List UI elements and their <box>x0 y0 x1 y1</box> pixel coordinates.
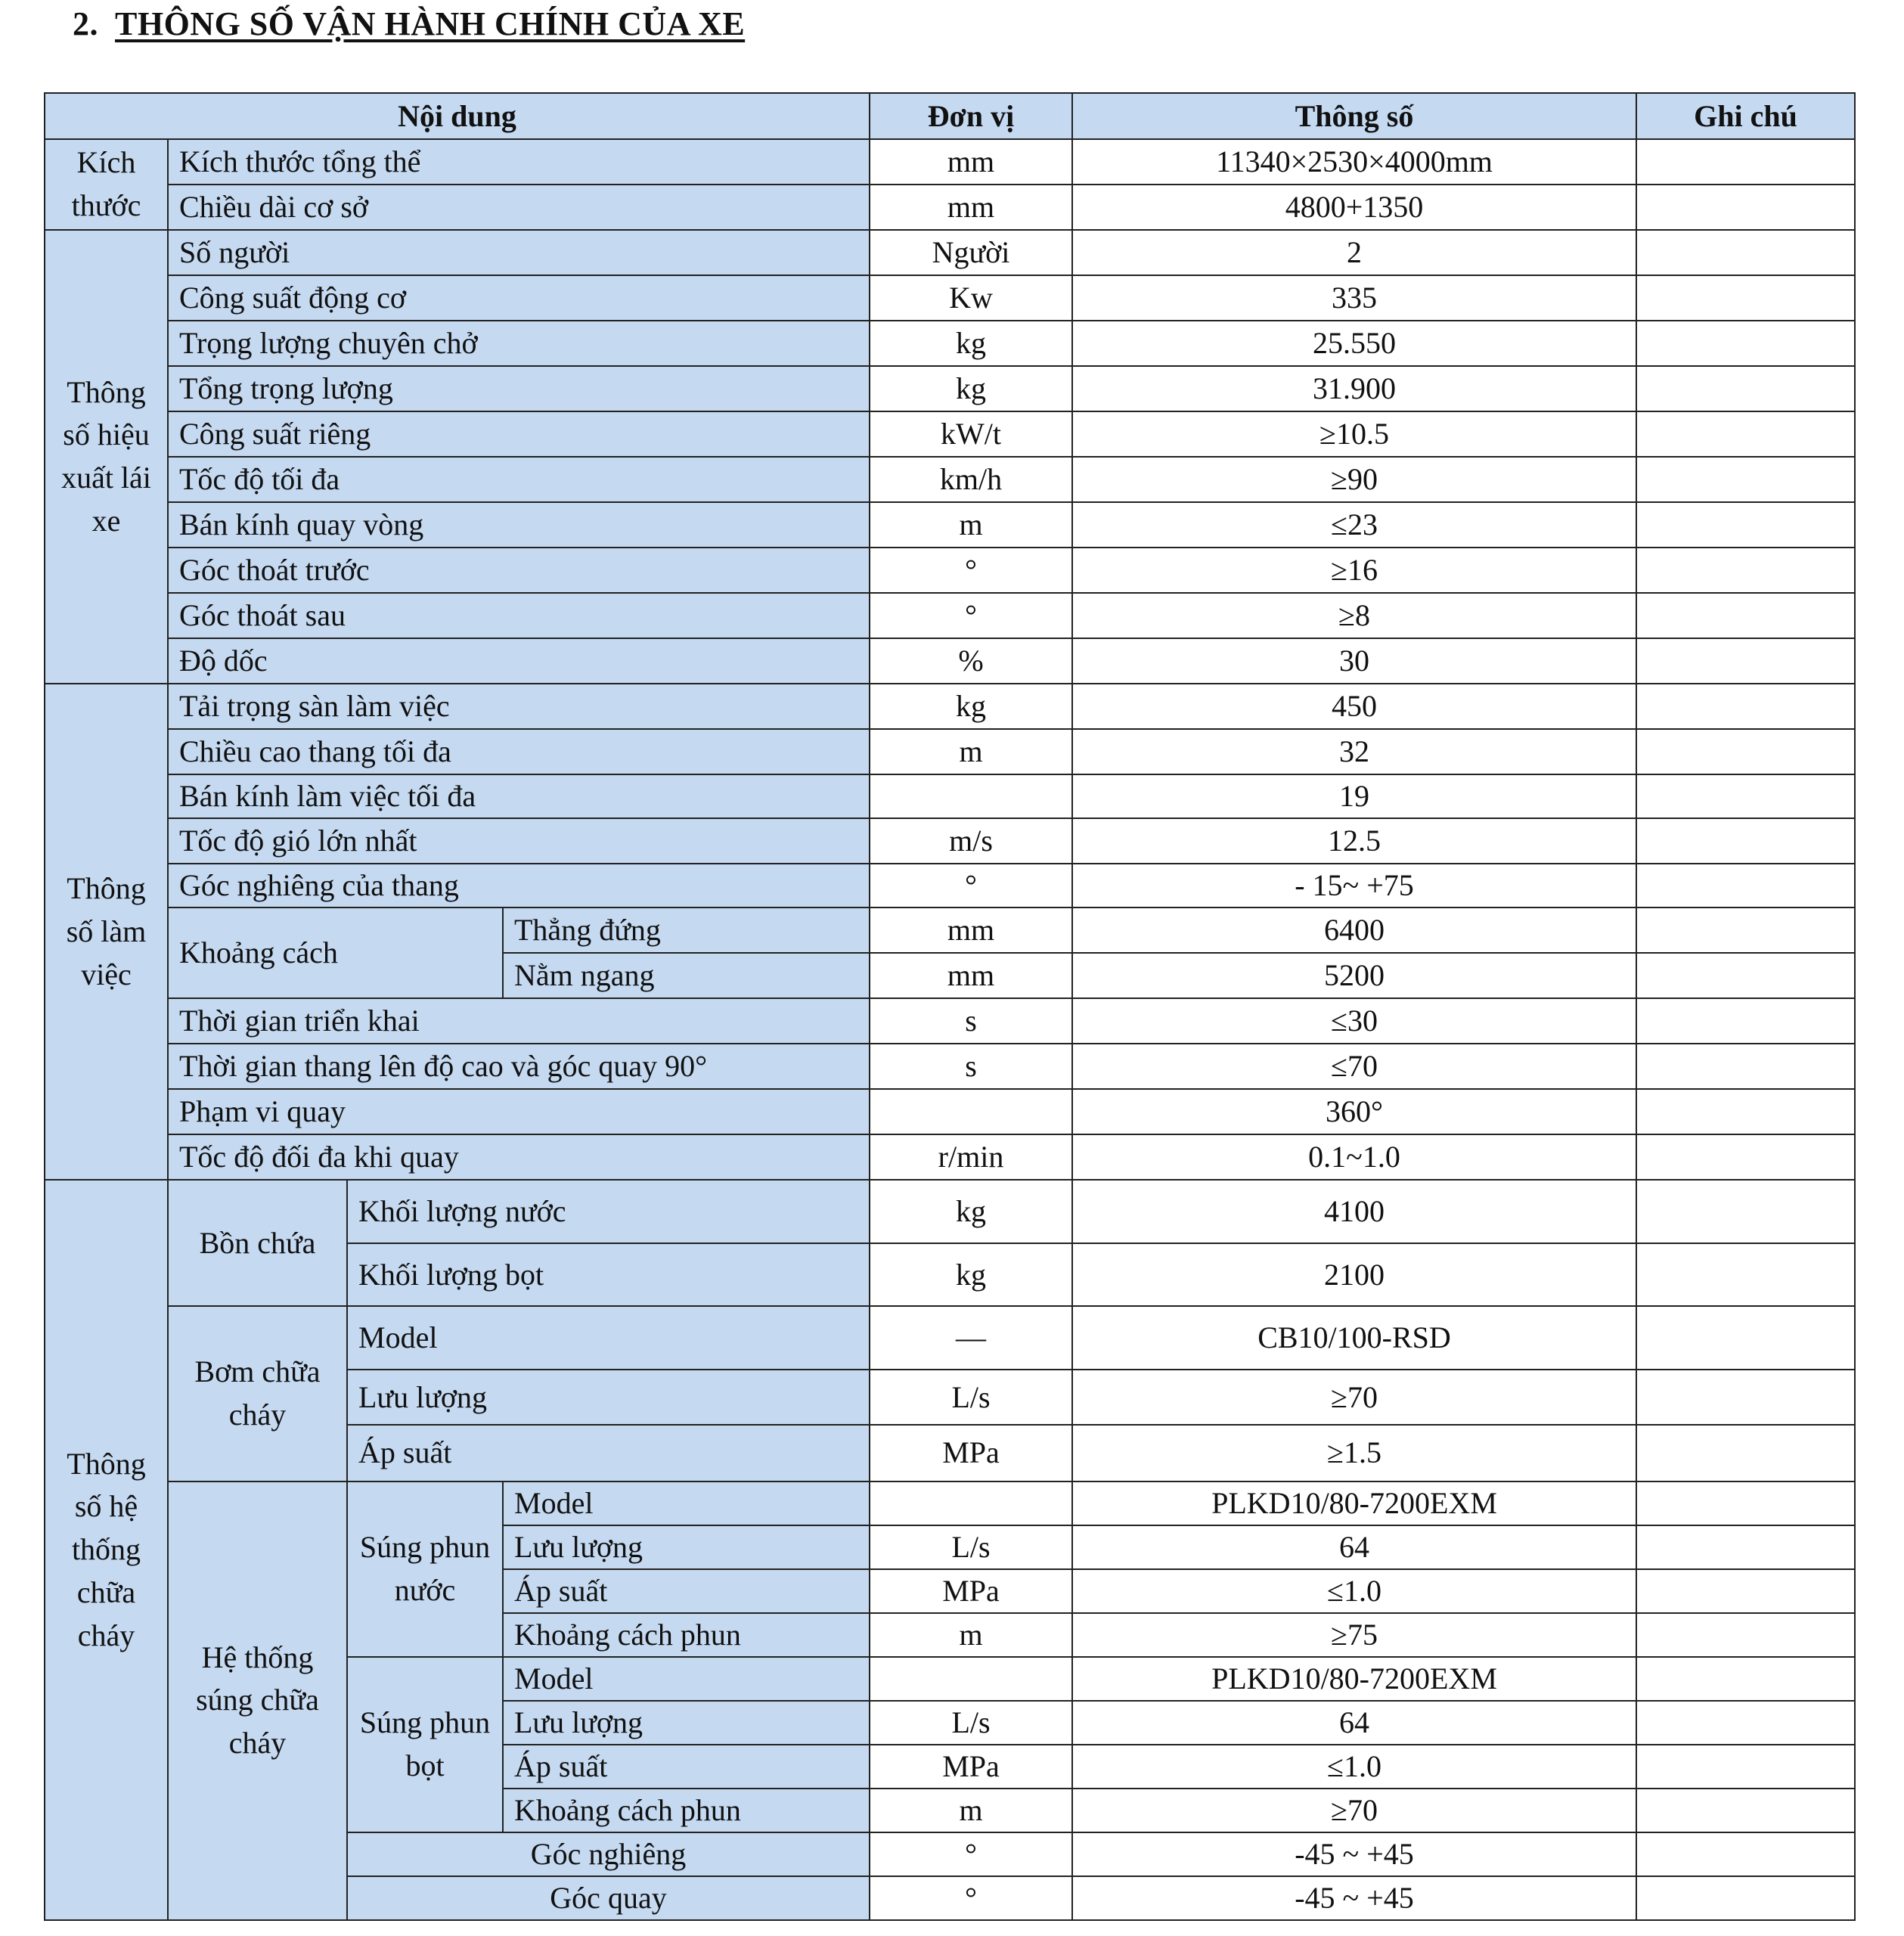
row-label: Tốc độ gió lớn nhất <box>168 818 870 864</box>
table-row <box>45 457 1855 502</box>
row-value: ≤1.0 <box>1072 1569 1636 1613</box>
row-label: Góc thoát sau <box>168 593 870 638</box>
row-label: Bán kính làm việc tối đa <box>168 774 870 818</box>
row-unit: m <box>870 729 1072 774</box>
group-size: Kích thước <box>45 139 168 230</box>
table-row <box>45 638 1855 684</box>
row-note <box>1636 998 1855 1044</box>
row-label: Lưu lượng <box>503 1525 870 1569</box>
row-label: Thời gian triển khai <box>168 998 870 1044</box>
row-label: Bán kính quay vòng <box>168 502 870 548</box>
row-note <box>1636 774 1855 818</box>
row-value: 32 <box>1072 729 1636 774</box>
water-gun-label: Súng phun nước <box>347 1481 503 1657</box>
row-value: 450 <box>1072 684 1636 729</box>
table-row <box>45 548 1855 593</box>
row-label: Model <box>503 1481 870 1525</box>
row-note <box>1636 1306 1855 1370</box>
row-note <box>1636 321 1855 366</box>
row-value: ≥75 <box>1072 1613 1636 1657</box>
row-value: -45 ~ +45 <box>1072 1832 1636 1876</box>
row-note <box>1636 1243 1855 1306</box>
row-unit: Kw <box>870 275 1072 321</box>
row-value: ≥10.5 <box>1072 411 1636 457</box>
table-row <box>45 998 1855 1044</box>
header-content: Nội dung <box>45 93 870 139</box>
foam-gun-label: Súng phun bọt <box>347 1657 503 1832</box>
row-note <box>1636 366 1855 411</box>
row-label: Nằm ngang <box>503 953 870 998</box>
table-row <box>45 139 1855 185</box>
row-value: 6400 <box>1072 908 1636 953</box>
row-unit: MPa <box>870 1745 1072 1789</box>
row-value: 2100 <box>1072 1243 1636 1306</box>
distance-label: Khoảng cách <box>168 908 503 998</box>
row-label: Áp suất <box>503 1569 870 1613</box>
row-label: Số người <box>168 230 870 275</box>
row-note <box>1636 684 1855 729</box>
row-value: - 15~ +75 <box>1072 864 1636 908</box>
row-note <box>1636 1134 1855 1180</box>
row-unit: L/s <box>870 1370 1072 1425</box>
row-note <box>1636 275 1855 321</box>
row-value: ≥1.5 <box>1072 1425 1636 1481</box>
section-number: 2. <box>73 5 98 42</box>
row-unit: s <box>870 1044 1072 1089</box>
row-label: Công suất động cơ <box>168 275 870 321</box>
row-unit: L/s <box>870 1701 1072 1745</box>
table-row <box>45 1180 1855 1243</box>
row-note <box>1636 1569 1855 1613</box>
row-note <box>1636 1180 1855 1243</box>
row-note <box>1636 185 1855 230</box>
row-value: 11340×2530×4000mm <box>1072 139 1636 185</box>
table-row <box>45 864 1855 908</box>
header-value: Thông số <box>1072 93 1636 139</box>
row-unit: s <box>870 998 1072 1044</box>
row-unit: kg <box>870 684 1072 729</box>
row-unit <box>870 1481 1072 1525</box>
row-note <box>1636 593 1855 638</box>
row-label: Trọng lượng chuyên chở <box>168 321 870 366</box>
row-note <box>1636 139 1855 185</box>
row-note <box>1636 864 1855 908</box>
row-unit: MPa <box>870 1569 1072 1613</box>
row-note <box>1636 411 1855 457</box>
row-value: 4800+1350 <box>1072 185 1636 230</box>
row-note <box>1636 1089 1855 1134</box>
table-row <box>45 593 1855 638</box>
row-unit <box>870 774 1072 818</box>
row-label: Khối lượng nước <box>347 1180 870 1243</box>
header-note: Ghi chú <box>1636 93 1855 139</box>
row-label: Thời gian thang lên độ cao và góc quay 90° <box>168 1044 870 1089</box>
group-fire: Thông số hệ thống chữa cháy <box>45 1180 168 1920</box>
table-row <box>45 1044 1855 1089</box>
row-note <box>1636 502 1855 548</box>
table-row <box>45 729 1855 774</box>
pump-label: Bơm chữa cháy <box>168 1306 347 1481</box>
table-row <box>45 502 1855 548</box>
row-note <box>1636 1745 1855 1789</box>
row-value: ≥70 <box>1072 1370 1636 1425</box>
row-unit: % <box>870 638 1072 684</box>
row-note <box>1636 230 1855 275</box>
row-value: 0.1~1.0 <box>1072 1134 1636 1180</box>
row-label: Góc nghiêng <box>347 1832 870 1876</box>
row-unit: km/h <box>870 457 1072 502</box>
table-row <box>45 230 1855 275</box>
row-unit: mm <box>870 185 1072 230</box>
row-note <box>1636 1789 1855 1832</box>
row-label: Chiều dài cơ sở <box>168 185 870 230</box>
row-value: 31.900 <box>1072 366 1636 411</box>
row-label: Áp suất <box>347 1425 870 1481</box>
table-row <box>45 684 1855 729</box>
row-unit: kg <box>870 1180 1072 1243</box>
row-value: ≤70 <box>1072 1044 1636 1089</box>
row-label: Góc nghiêng của thang <box>168 864 870 908</box>
row-unit: mm <box>870 953 1072 998</box>
row-unit: m/s <box>870 818 1072 864</box>
spec-table <box>44 92 1856 1921</box>
row-unit: ° <box>870 548 1072 593</box>
guns-label: Hệ thống súng chữa cháy <box>168 1481 347 1921</box>
row-unit: kW/t <box>870 411 1072 457</box>
row-value: 19 <box>1072 774 1636 818</box>
group-drive: Thông số hiệu xuất lái xe <box>45 230 168 684</box>
table-row <box>45 1089 1855 1134</box>
row-value: PLKD10/80-7200EXM <box>1072 1481 1636 1525</box>
row-note <box>1636 457 1855 502</box>
section-heading <box>73 5 745 43</box>
row-value: 2 <box>1072 230 1636 275</box>
row-label: Tải trọng sàn làm việc <box>168 684 870 729</box>
row-note <box>1636 953 1855 998</box>
table-row <box>45 321 1855 366</box>
row-note <box>1636 638 1855 684</box>
row-value: 335 <box>1072 275 1636 321</box>
row-label: Model <box>503 1657 870 1701</box>
row-value: 5200 <box>1072 953 1636 998</box>
row-label: Khoảng cách phun <box>503 1613 870 1657</box>
row-value: ≥70 <box>1072 1789 1636 1832</box>
table-row <box>45 411 1855 457</box>
row-note <box>1636 1425 1855 1481</box>
table-row <box>45 1134 1855 1180</box>
row-value: ≤1.0 <box>1072 1745 1636 1789</box>
row-value: 64 <box>1072 1701 1636 1745</box>
section-title: THÔNG SỐ VẬN HÀNH CHÍNH CỦA XE <box>115 5 746 42</box>
table-row <box>45 1481 1855 1525</box>
row-label: Góc quay <box>347 1876 870 1920</box>
row-unit: m <box>870 1613 1072 1657</box>
row-label: Độ dốc <box>168 638 870 684</box>
row-label: Khối lượng bọt <box>347 1243 870 1306</box>
row-label: Khoảng cách phun <box>503 1789 870 1832</box>
row-unit: ° <box>870 1876 1072 1920</box>
row-label: Phạm vi quay <box>168 1089 870 1134</box>
row-note <box>1636 1657 1855 1701</box>
row-label: Áp suất <box>503 1745 870 1789</box>
row-unit: kg <box>870 366 1072 411</box>
row-note <box>1636 1832 1855 1876</box>
row-label: Công suất riêng <box>168 411 870 457</box>
row-label: Góc thoát trước <box>168 548 870 593</box>
row-value: 25.550 <box>1072 321 1636 366</box>
row-note <box>1636 1701 1855 1745</box>
row-value: CB10/100-RSD <box>1072 1306 1636 1370</box>
row-note <box>1636 1613 1855 1657</box>
row-note <box>1636 1044 1855 1089</box>
row-label: Kích thước tổng thể <box>168 139 870 185</box>
row-label: Tốc độ đối đa khi quay <box>168 1134 870 1180</box>
row-unit: mm <box>870 908 1072 953</box>
table-row <box>45 908 1855 953</box>
row-unit: kg <box>870 1243 1072 1306</box>
row-value: ≤30 <box>1072 998 1636 1044</box>
row-unit: ° <box>870 1832 1072 1876</box>
row-label: Lưu lượng <box>503 1701 870 1745</box>
row-label: Model <box>347 1306 870 1370</box>
row-value: 360° <box>1072 1089 1636 1134</box>
row-unit: L/s <box>870 1525 1072 1569</box>
row-value: -45 ~ +45 <box>1072 1876 1636 1920</box>
row-unit: m <box>870 502 1072 548</box>
table-row <box>45 185 1855 230</box>
row-note <box>1636 818 1855 864</box>
row-label: Lưu lượng <box>347 1370 870 1425</box>
row-value: ≤23 <box>1072 502 1636 548</box>
row-value: ≥8 <box>1072 593 1636 638</box>
row-unit: r/min <box>870 1134 1072 1180</box>
row-value: ≥16 <box>1072 548 1636 593</box>
row-unit <box>870 1657 1072 1701</box>
table-row <box>45 1306 1855 1370</box>
row-label: Tổng trọng lượng <box>168 366 870 411</box>
row-note <box>1636 1481 1855 1525</box>
row-label: Thẳng đứng <box>503 908 870 953</box>
tank-label: Bồn chứa <box>168 1180 347 1306</box>
row-unit: — <box>870 1306 1072 1370</box>
row-value: PLKD10/80-7200EXM <box>1072 1657 1636 1701</box>
row-unit: MPa <box>870 1425 1072 1481</box>
table-row <box>45 818 1855 864</box>
row-unit <box>870 1089 1072 1134</box>
row-unit: kg <box>870 321 1072 366</box>
row-note <box>1636 1876 1855 1920</box>
row-note <box>1636 1370 1855 1425</box>
row-value: 4100 <box>1072 1180 1636 1243</box>
row-note <box>1636 729 1855 774</box>
row-label: Tốc độ tối đa <box>168 457 870 502</box>
row-value: 30 <box>1072 638 1636 684</box>
row-unit: m <box>870 1789 1072 1832</box>
row-label: Chiều cao thang tối đa <box>168 729 870 774</box>
row-note <box>1636 548 1855 593</box>
header-unit: Đơn vị <box>870 93 1072 139</box>
table-row <box>45 774 1855 818</box>
row-value: 64 <box>1072 1525 1636 1569</box>
group-work: Thông số làm việc <box>45 684 168 1180</box>
row-note <box>1636 908 1855 953</box>
row-unit: mm <box>870 139 1072 185</box>
header-row <box>45 93 1855 139</box>
row-unit: ° <box>870 593 1072 638</box>
row-unit: Người <box>870 230 1072 275</box>
row-value: 12.5 <box>1072 818 1636 864</box>
table-row <box>45 275 1855 321</box>
row-value: ≥90 <box>1072 457 1636 502</box>
row-note <box>1636 1525 1855 1569</box>
table-row <box>45 366 1855 411</box>
row-unit: ° <box>870 864 1072 908</box>
